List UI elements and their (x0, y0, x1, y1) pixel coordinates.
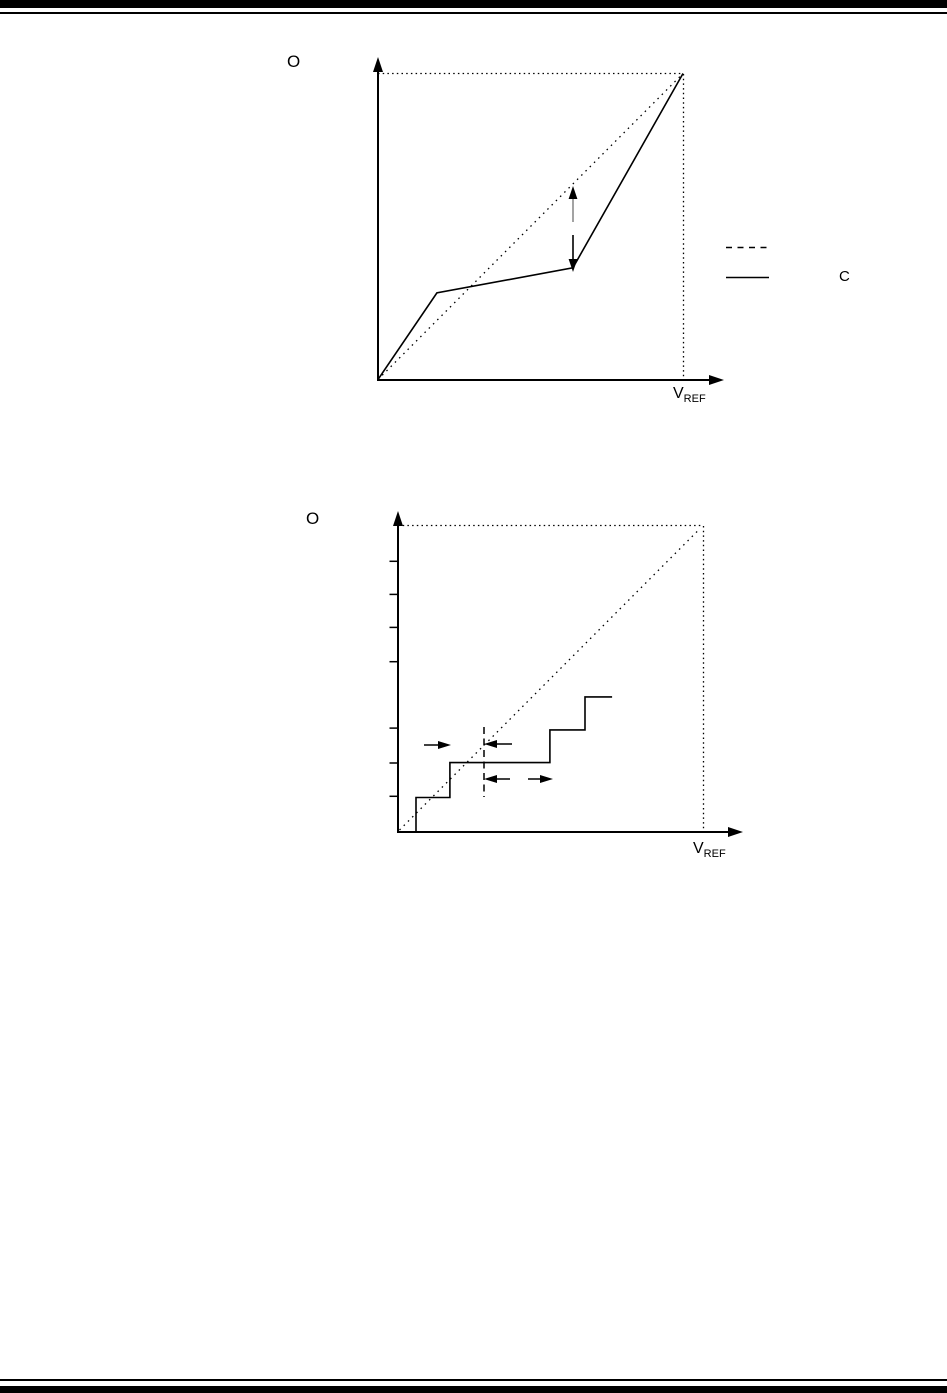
page-footer-bar (0, 1386, 947, 1393)
top-x-axis-label-sub: REF (683, 393, 706, 406)
bottom-x-axis-arrow-icon (728, 827, 743, 837)
bottom-upper-right-arrow-icon (438, 741, 451, 749)
figure-top-series (378, 74, 683, 380)
bottom-x-axis-label (693, 841, 726, 860)
top-x-axis-arrow-icon (709, 375, 724, 385)
figure-top (373, 57, 769, 385)
top-x-axis-label-main: V (673, 385, 684, 402)
figure-bottom (390, 511, 744, 837)
top-y-axis-arrow-icon (373, 57, 383, 72)
top-down-arrow-icon (569, 259, 578, 272)
figure-bottom-series (390, 529, 701, 832)
bottom-y-axis-label: O (306, 509, 320, 528)
legend-solid-label: C (839, 268, 850, 285)
bottom-x-axis-label-main: V (693, 840, 704, 857)
bottom-x-axis-label-sub: REF (703, 848, 726, 861)
top-up-arrow-icon (569, 186, 578, 199)
bottom-lower-right-arrow-icon (540, 775, 553, 783)
series-ideal-transfer-dotted (400, 529, 701, 830)
bottom-y-axis-arrow-icon (393, 511, 403, 526)
top-x-axis-label (673, 386, 706, 405)
bottom-upper-left-arrow-icon (484, 740, 497, 748)
bottom-lower-left-arrow-icon (484, 775, 497, 783)
series-actual-staircase-solid (416, 697, 612, 832)
page-footer-rule (0, 1379, 947, 1381)
series-ideal-transfer-dotted (378, 74, 683, 380)
top-y-axis-label: O (287, 52, 301, 71)
